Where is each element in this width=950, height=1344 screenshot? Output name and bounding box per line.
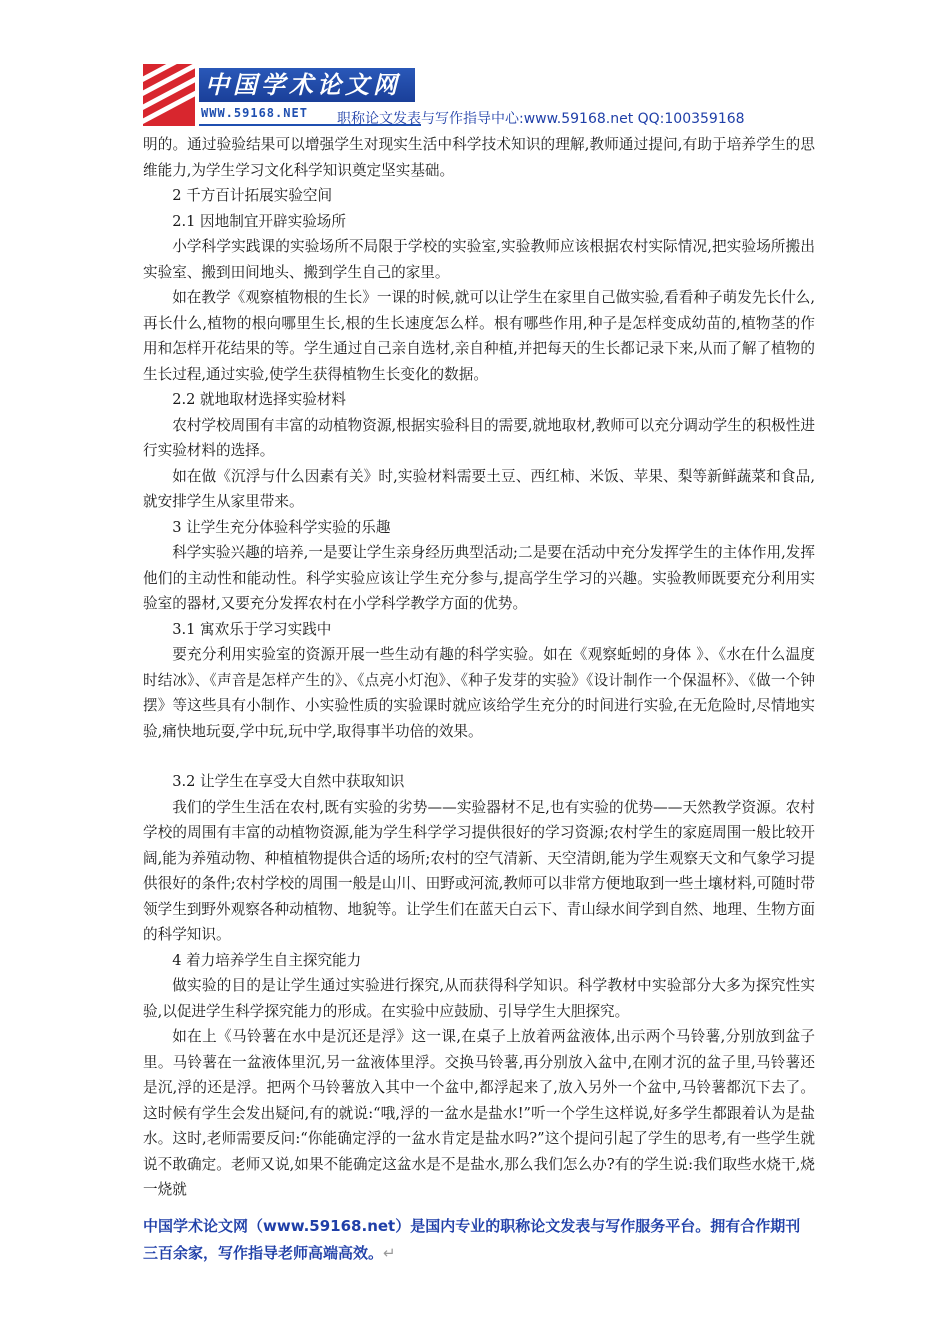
paragraph: 我们的学生生活在农村,既有实验的劣势——实验器材不足,也有实验的优势——天然教学资源。农村学校的周围有丰富的动植物资源,能为学生科学学习提供很好的学习资源;农村学生的家庭周围一般比较开阔,能为养殖动物、种植植物提供合适的场所;农村的空气清新、天空清朗,能为学生观察天文和气象学习提供很好的条件;农村学校的周围一般是山川、田野或河流,教师可以非常方便地取到一些土壤材料,可随时带领学生到野外观察各种动植物、地貌等。让学生们在蓝天白云下、青山绿水间学到自然、地理、生物方面的科学知识。	[143, 798, 815, 943]
logo-url: WWW.59168.NET	[201, 106, 308, 120]
paragraph: 如在上《马铃薯在水中是沉还是浮》这一课,在桌子上放着两盆液体,出示两个马铃薯,分别放到盆子里。马铃薯在一盆液体里沉,另一盆液体里浮。交换马铃薯,再分别放入盆中,在刚才沉的盆子里,马铃薯还是沉,浮的还是浮。把两个马铃薯放入其中一个盆中,都浮起来了,放入另外一个盆中,马铃薯都沉下去了。这时候有学生会发出疑问,有的就说:“哦,浮的一盆水是盐水!”听一个学生这样说,好多学生都跟着认为是盐水。这时,老师需要反问:“你能确定浮的一盆水肯定是盐水吗?”这个提问引起了学生的思考,有一些学生就说不敢确定。老师又说,如果不能确定这盆水是不是盐水,那么我们怎么办?有的学生说:我们取些水烧干,烧一烧就	[143, 1028, 815, 1198]
article-body	[143, 132, 815, 1203]
paragraph: 2.1 因地制宜开辟实验场所	[172, 212, 346, 230]
paragraph: 3.2 让学生在享受大自然中获取知识	[172, 773, 405, 790]
paragraph: 4 着力培养学生自主探究能力	[172, 951, 362, 969]
paragraph: 2 千方百计拓展实验空间	[172, 187, 333, 204]
page-header	[143, 64, 823, 134]
paragraph: 3 让学生充分体验科学实验的乐趣	[172, 518, 391, 536]
page-footer	[143, 1213, 815, 1267]
paragraph: 做实验的目的是让学生通过实验进行探究,从而获得科学知识。科学教材中实验部分大多为探究性实验,以促进学生科学探究能力的形成。在实验中应鼓励、引导学生大胆探究。	[143, 977, 815, 1020]
paragraph: 3.1 寓欢乐于学习实践中	[172, 620, 332, 638]
paragraph: 明的。通过验验结果可以增强学生对现实生活中科学技术知识的理解,教师通过提问,有助于培养学生的思维能力,为学生学习文化科学知识奠定坚实基础。	[143, 136, 815, 179]
paragraph: 如在教学《观察植物根的生长》一课的时候,就可以让学生在家里自己做实验,看看种子萌发先长什么,再长什么,植物的根向哪里生长,根的生长速度怎么样。根有哪些作用,种子是怎样变成幼苗的,植物茎的作用和怎样开花结果的等。学生通过自己亲自选材,亲自种植,并把每天的生长都记录下来,从而了解了植物的生长过程,通过实验,使学生获得植物生长变化的数据。	[143, 289, 815, 383]
paragraph: 科学实验兴趣的培养,一是要让学生亲身经历典型活动;二是要在活动中充分发挥学生的主体作用,发挥他们的主动性和能动性。科学实验应该让学生充分参与,提高学生学习的兴趣。实验教师既要充分利用实验室的器材,又要充分发挥农村在小学科学教学方面的优势。	[143, 544, 815, 612]
header-tagline: 职称论文发表与写作指导中心:www.59168.net QQ:100359168	[337, 111, 745, 127]
logo-title: 中国学术论文网	[199, 68, 415, 102]
footer-text: 中国学术论文网（www.59168.net）是国内专业的职称论文发表与写作服务平台。拥有合作期刊三百余家，写作指导老师高端高效。	[143, 1217, 801, 1262]
paragraph: 如在做《沉浮与什么因素有关》时,实验材料需要土豆、西红柿、米饭、苹果、梨等新鲜蔬菜和食品,就安排学生从家里带来。	[143, 467, 815, 510]
paragraph: 要充分利用实验室的资源开展一些生动有趣的科学实验。如在《观察蚯蚓的身体 》、《水在什么温度时结冰》、《声音是怎样产生的》、《点亮小灯泡》、《种子发芽的实验》《设计制作一个保温杯》、《做一个钟摆》等这些具有小制作、小实验性质的实验课时就应该给学生充分的时间进行实验,在无危险时,尽情地实验,痛快地玩耍,学中玩,玩中学,取得事半功倍的效果。	[143, 646, 815, 740]
logo-stripes-icon	[143, 64, 195, 126]
paragraph-spacer	[143, 744, 815, 769]
paragraph: 农村学校周围有丰富的动植物资源,根据实验科目的需要,就地取材,教师可以充分调动学生的积极性进行实验材料的选择。	[143, 416, 815, 459]
paragraph: 小学科学实践课的实验场所不局限于学校的实验室,实验教师应该根据农村实际情况,把实验场所搬出实验室、搬到田间地头、搬到学生自己的家里。	[143, 238, 815, 281]
paragraph: 2.2 就地取材选择实验材料	[172, 391, 346, 408]
return-mark-icon: ↵	[383, 1244, 396, 1262]
